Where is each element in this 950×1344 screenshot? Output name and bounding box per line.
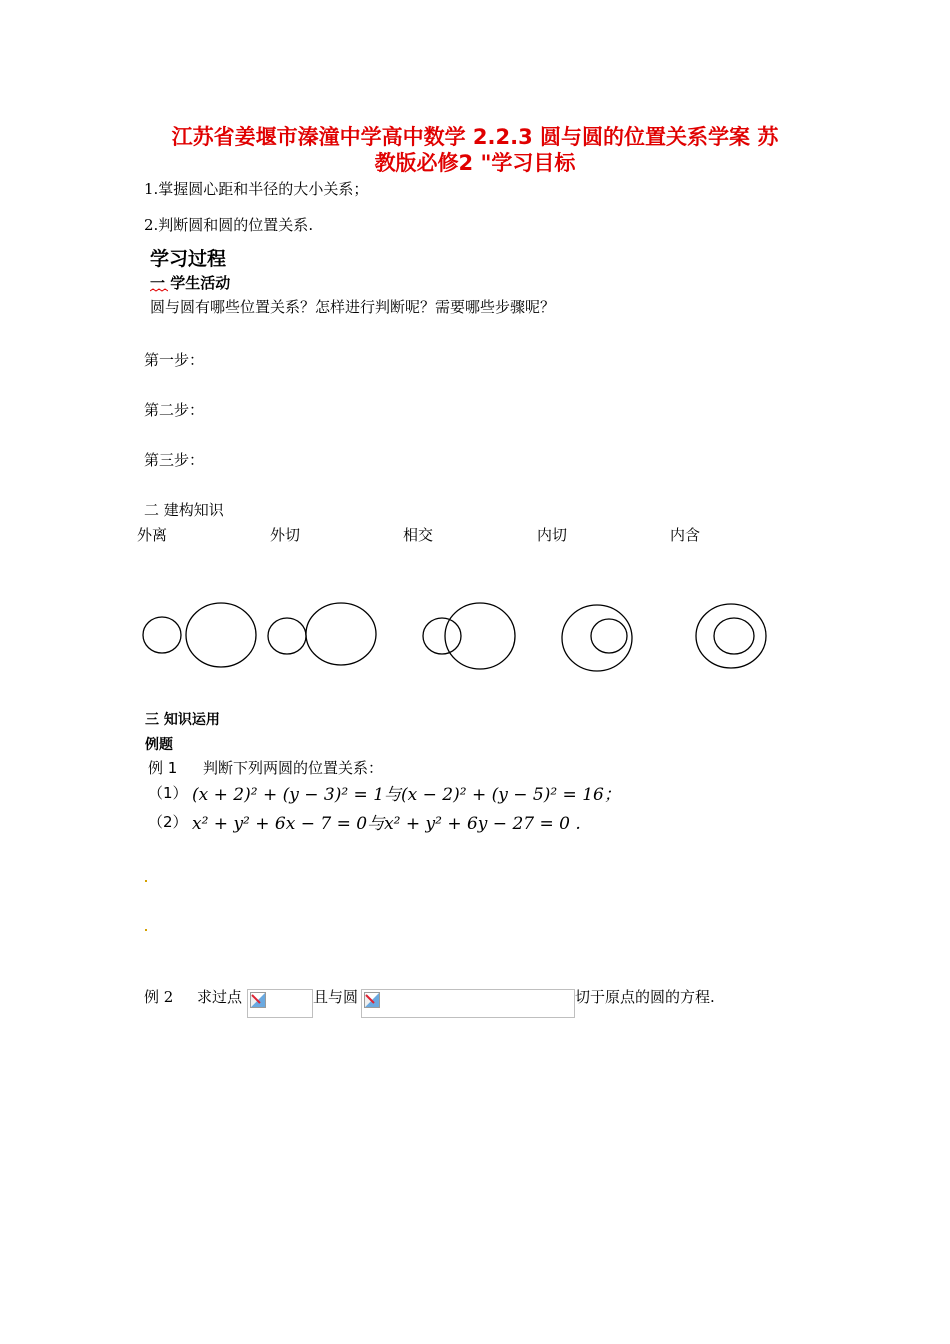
circle-equation-image-placeholder: [361, 989, 575, 1018]
circle-relations-diagram: [0, 590, 950, 680]
example-1-item-1-number: （1）: [148, 784, 188, 802]
example-1-item-2-number: （2）: [148, 813, 188, 831]
diagram-separate: [143, 603, 256, 667]
process-heading: 学习过程: [150, 248, 227, 270]
examples-heading: 例题: [145, 737, 173, 753]
diagram-internal-tangent: [562, 605, 632, 671]
spellcheck-underline: [150, 288, 168, 292]
example-2-label: 例 2: [144, 988, 174, 1006]
objective-1: 1.掌握圆心距和半径的大小关系；: [144, 180, 369, 198]
example-2-part-1: 求过点: [197, 988, 243, 1006]
example-1-item-2-equation: x² + y² + 6x − 7 = 0与x² + y² + 6y − 27 = 0 .: [192, 814, 581, 834]
step-2: 第二步：: [144, 401, 205, 419]
relation-label-contained: 内含: [670, 526, 701, 544]
point-image-placeholder: [247, 989, 313, 1018]
construct-heading: 二 建构知识: [144, 501, 224, 519]
step-1: 第一步：: [144, 351, 205, 369]
marker-dot: [145, 880, 147, 882]
marker-dot: [145, 929, 147, 931]
relation-label-intersect: 相交: [403, 526, 434, 544]
broken-image-icon: [364, 992, 380, 1008]
broken-image-icon: [250, 992, 266, 1008]
activity-question: 圆与圆有哪些位置关系？怎样进行判断呢？需要哪些步骤呢？: [150, 298, 556, 316]
section-1-heading: 一 学生活动: [150, 274, 231, 292]
relation-label-external-tangent: 外切: [270, 526, 301, 544]
relation-label-internal-tangent: 内切: [537, 526, 568, 544]
objective-2: 2.判断圆和圆的位置关系.: [144, 216, 314, 234]
document-title: [100, 124, 850, 176]
apply-heading: 三 知识运用: [145, 712, 220, 728]
example-2-part-3: 切于原点的圆的方程.: [575, 988, 715, 1006]
step-3: 第三步：: [144, 451, 205, 469]
title-line-2: 教版必修2 "学习目标: [374, 151, 576, 175]
relation-label-separate: 外离: [137, 526, 168, 544]
example-1-label: 例 1: [148, 759, 178, 777]
diagram-contained: [696, 604, 766, 668]
title-line-1: 江苏省姜堰市溱潼中学高中数学 2.2.3 圆与圆的位置关系学案 苏: [171, 125, 779, 149]
example-1-item-1-equation: (x + 2)² + (y − 3)² = 1与(x − 2)² + (y − 5)² = 16；: [192, 785, 621, 805]
diagram-external-tangent: [268, 603, 376, 665]
example-2-part-2: 且与圆: [313, 988, 359, 1006]
example-1-text: 判断下列两圆的位置关系：: [203, 759, 384, 777]
diagram-intersect: [423, 603, 515, 669]
